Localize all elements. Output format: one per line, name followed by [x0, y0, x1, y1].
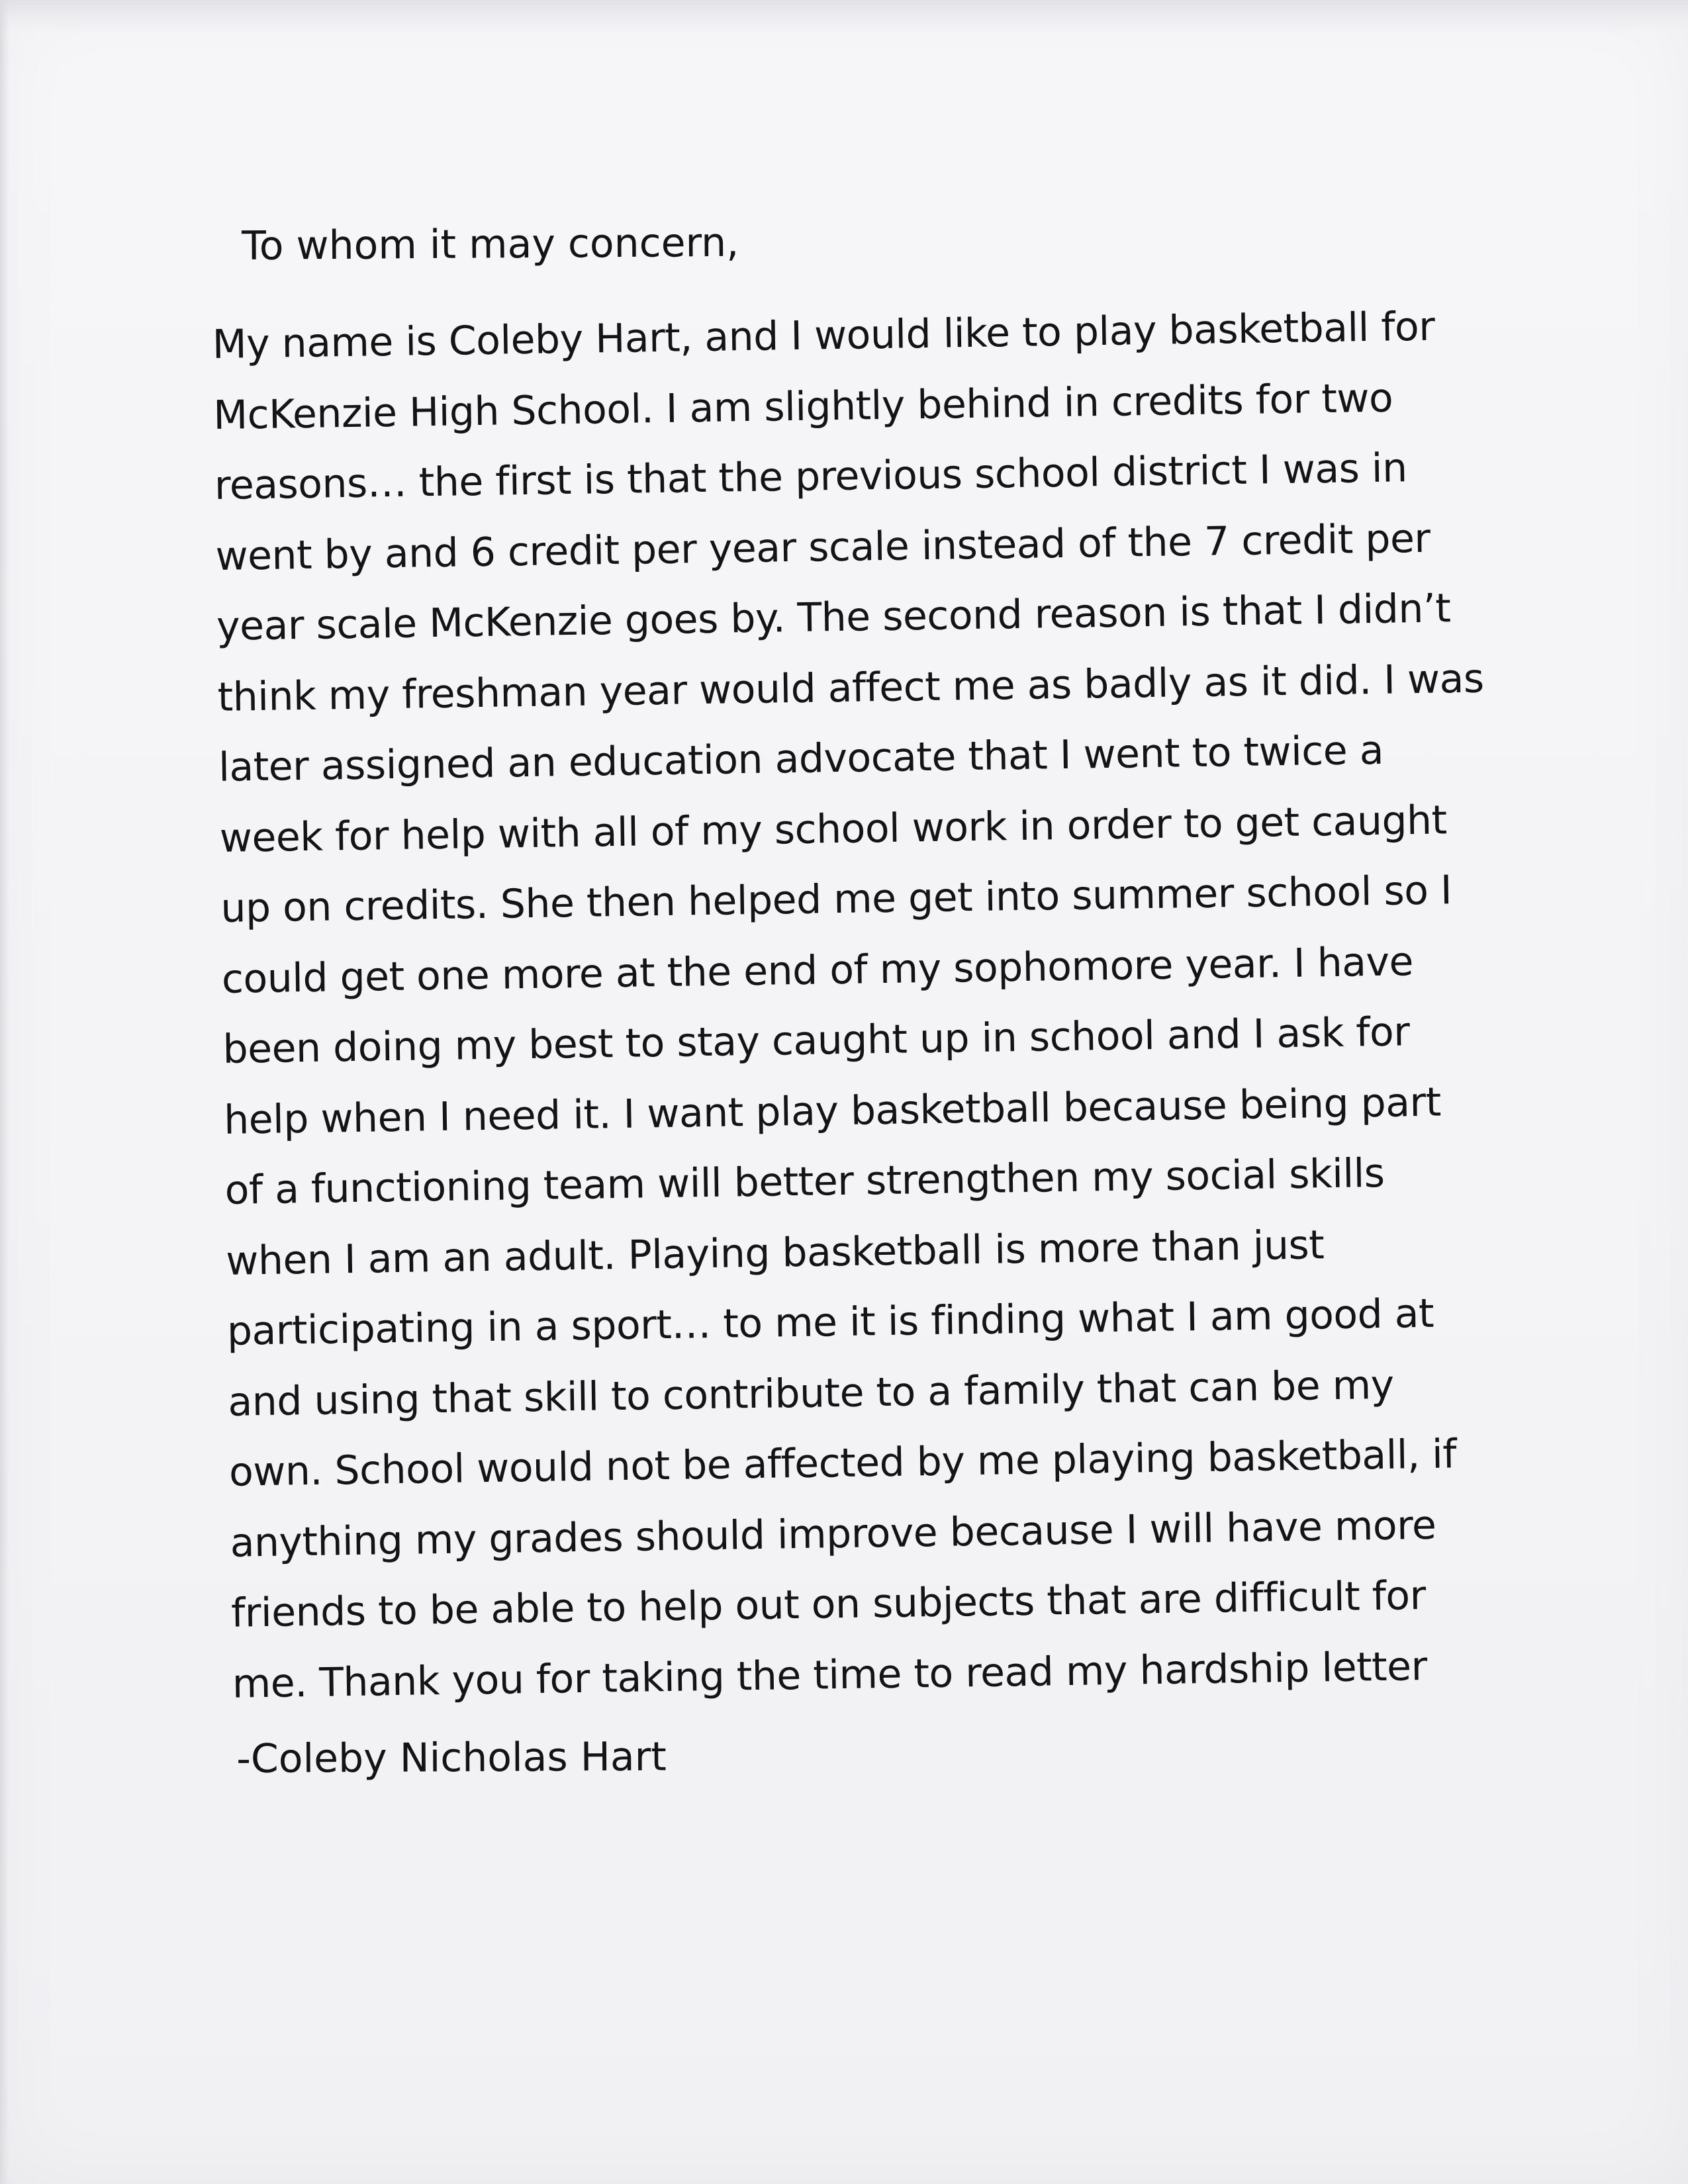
letter-body-line: been doing my best to stay caught up in school and I ask for — [222, 1009, 1410, 1073]
letter-body-line: participating in a sport… to me it is finding what I am good at — [226, 1290, 1434, 1355]
letter-body-line: anything my grades should improve because I will have more — [230, 1502, 1436, 1567]
letter-signature: -Coleby Nicholas Hart — [236, 1733, 667, 1782]
letter-body-line: help when I need it. I want play basketball because being part — [223, 1079, 1442, 1144]
letter-body-line: own. School would not be affected by me playing basketball, if — [228, 1431, 1457, 1496]
letter-body-line: me. Thank you for taking the time to read my hardship letter — [232, 1643, 1428, 1707]
letter-body-line: later assigned an education advocate that I went to twice a — [218, 727, 1384, 791]
letter-body-line: year scale McKenzie goes by. The second reason is that I didn’t — [216, 585, 1451, 650]
letter-body-line: could get one more at the end of my sophomore year. I have — [221, 938, 1414, 1003]
letter-body — [212, 291, 1499, 1719]
letter-body-line: friends to be able to help out on subjects that are difficult for — [230, 1572, 1427, 1637]
letter-body-line: McKenzie High School. I am slightly behind in credits for two — [212, 375, 1393, 439]
letter-body-line: week for help with all of my school work in order to get caught — [219, 796, 1448, 862]
letter-body-line: think my freshman year would affect me as badly as it did. I was — [217, 655, 1485, 721]
letter-salutation: To whom it may concern, — [242, 219, 739, 269]
letter-body-line: when I am an adult. Playing basketball is more than just — [225, 1221, 1325, 1285]
letter-body-line: reasons… the first is that the previous school district I was in — [214, 445, 1408, 509]
letter-body-line: went by and 6 credit per year scale instead of the 7 credit per — [215, 515, 1431, 580]
letter-body-line: up on credits. She then helped me get into summer school so I — [220, 867, 1452, 932]
letter-body-line: and using that skill to contribute to a family that can be my — [227, 1361, 1395, 1426]
letter-body-line: My name is Coleby Hart, and I would like to play basketball for — [212, 303, 1435, 368]
letter-body-line: of a functioning team will better strengthen my social skills — [224, 1150, 1385, 1214]
